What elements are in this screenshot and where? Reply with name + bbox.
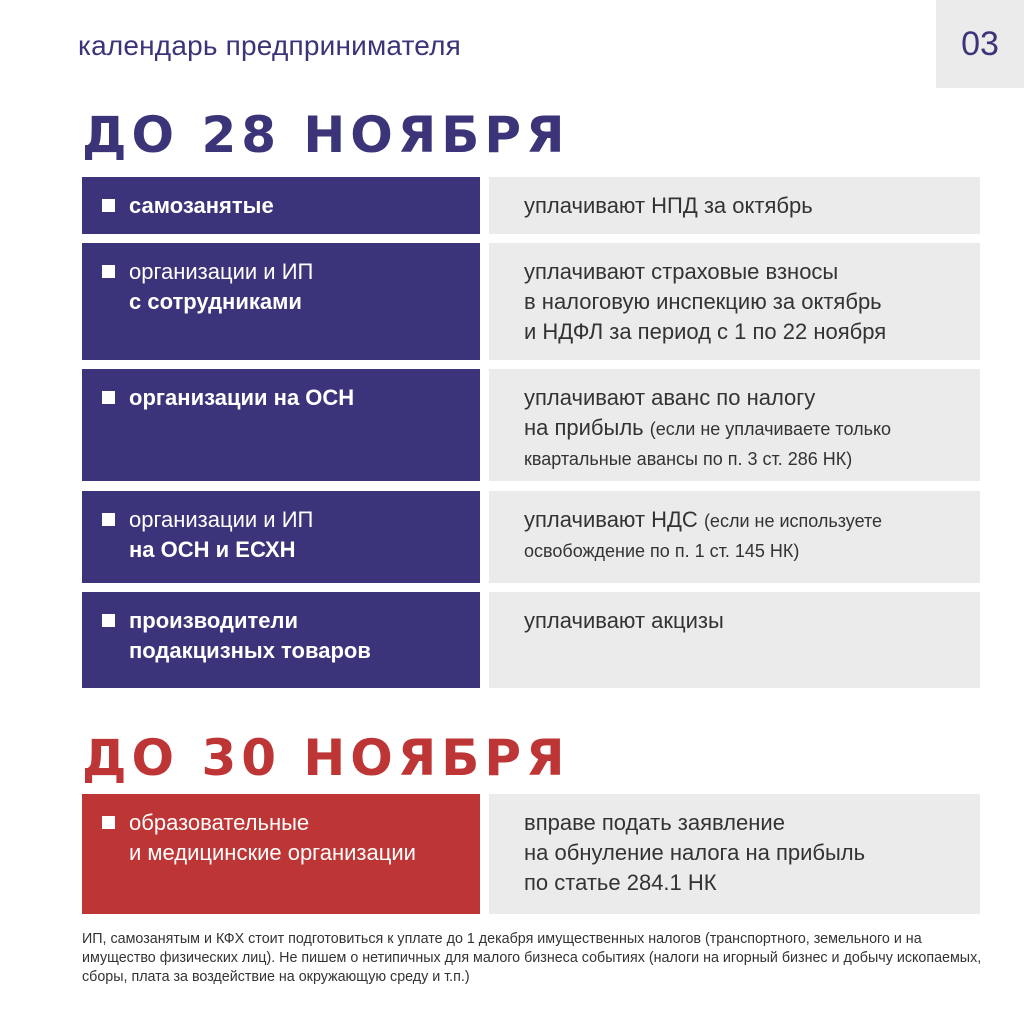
obligation-cell	[489, 369, 980, 481]
table-row	[82, 491, 980, 583]
obligation-line: и НДФЛ за период с 1 по 22 ноября	[524, 319, 887, 344]
table-row	[82, 243, 980, 360]
table-row	[82, 592, 980, 688]
category-bold: на ОСН и ЕСХН	[129, 537, 296, 562]
obligation-note: (если не уплачиваете только	[649, 419, 892, 439]
category-cell	[82, 369, 480, 481]
page-number-box	[936, 0, 1024, 88]
category-cell	[82, 794, 480, 914]
bullet-icon	[102, 816, 115, 829]
obligation-text: на прибыль	[524, 415, 644, 440]
category-regular: организации и ИП	[129, 259, 314, 284]
category-cell	[82, 491, 480, 583]
obligation-line: уплачивают страховые взносы	[524, 259, 839, 284]
deadline-heading-28: ДО 28 НОЯБРЯ	[82, 106, 570, 164]
category-regular: и медицинские организации	[129, 840, 416, 865]
table-row	[82, 794, 980, 914]
obligation-note: освобождение по п. 1 ст. 145 НК)	[524, 541, 800, 561]
deadline-heading-30: ДО 30 НОЯБРЯ	[82, 729, 570, 787]
obligation-cell	[489, 243, 980, 360]
page-number: 03	[961, 24, 999, 63]
header-title: календарь предпринимателя	[78, 30, 462, 61]
obligation-line	[524, 505, 966, 536]
obligation-cell	[489, 794, 980, 914]
obligation-line: уплачивают НПД за октябрь	[524, 193, 813, 218]
category-bold: подакцизных товаров	[129, 638, 371, 663]
obligation-line: по статье 284.1 НК	[524, 870, 717, 895]
category-cell	[82, 592, 480, 688]
obligation-line: уплачивают акцизы	[524, 608, 724, 633]
obligation-line	[524, 413, 966, 444]
obligation-line: в налоговую инспекцию за октябрь	[524, 289, 882, 314]
category-bold: самозанятые	[129, 193, 274, 218]
obligation-note: квартальные авансы по п. 3 ст. 286 НК)	[524, 449, 853, 469]
bullet-icon	[102, 199, 115, 212]
table-row	[82, 369, 980, 481]
obligation-cell	[489, 177, 980, 234]
obligation-line: вправе подать заявление	[524, 810, 785, 835]
bullet-icon	[102, 614, 115, 627]
category-cell	[82, 243, 480, 360]
category-regular: организации и ИП	[129, 507, 314, 532]
footnote: ИП, самозанятым и КФХ стоит подготовиться к уплате до 1 декабря имущественных налогов (транспортного, земельного и на имущество физических лиц). Не пишем о нетипичных для малого бизнеса событиях (налоги на игорный бизнес и добычу ископаемых, сборы, плата за воздействие на окружающую среду и т.п.)	[82, 931, 982, 985]
obligation-line: уплачивают аванс по налогу	[524, 385, 816, 410]
obligation-note: (если не используете	[703, 511, 883, 531]
table-row	[82, 177, 980, 234]
obligation-cell	[489, 491, 980, 583]
obligation-line: на обнуление налога на прибыль	[524, 840, 866, 865]
category-regular: образовательные	[129, 810, 310, 835]
category-bold: с сотрудниками	[129, 289, 302, 314]
category-bold: производители	[129, 608, 299, 633]
bullet-icon	[102, 391, 115, 404]
obligation-text: уплачивают НДС	[524, 507, 698, 532]
category-cell	[82, 177, 480, 234]
bullet-icon	[102, 513, 115, 526]
category-bold: организации на ОСН	[129, 385, 355, 410]
bullet-icon	[102, 265, 115, 278]
obligation-cell	[489, 592, 980, 688]
